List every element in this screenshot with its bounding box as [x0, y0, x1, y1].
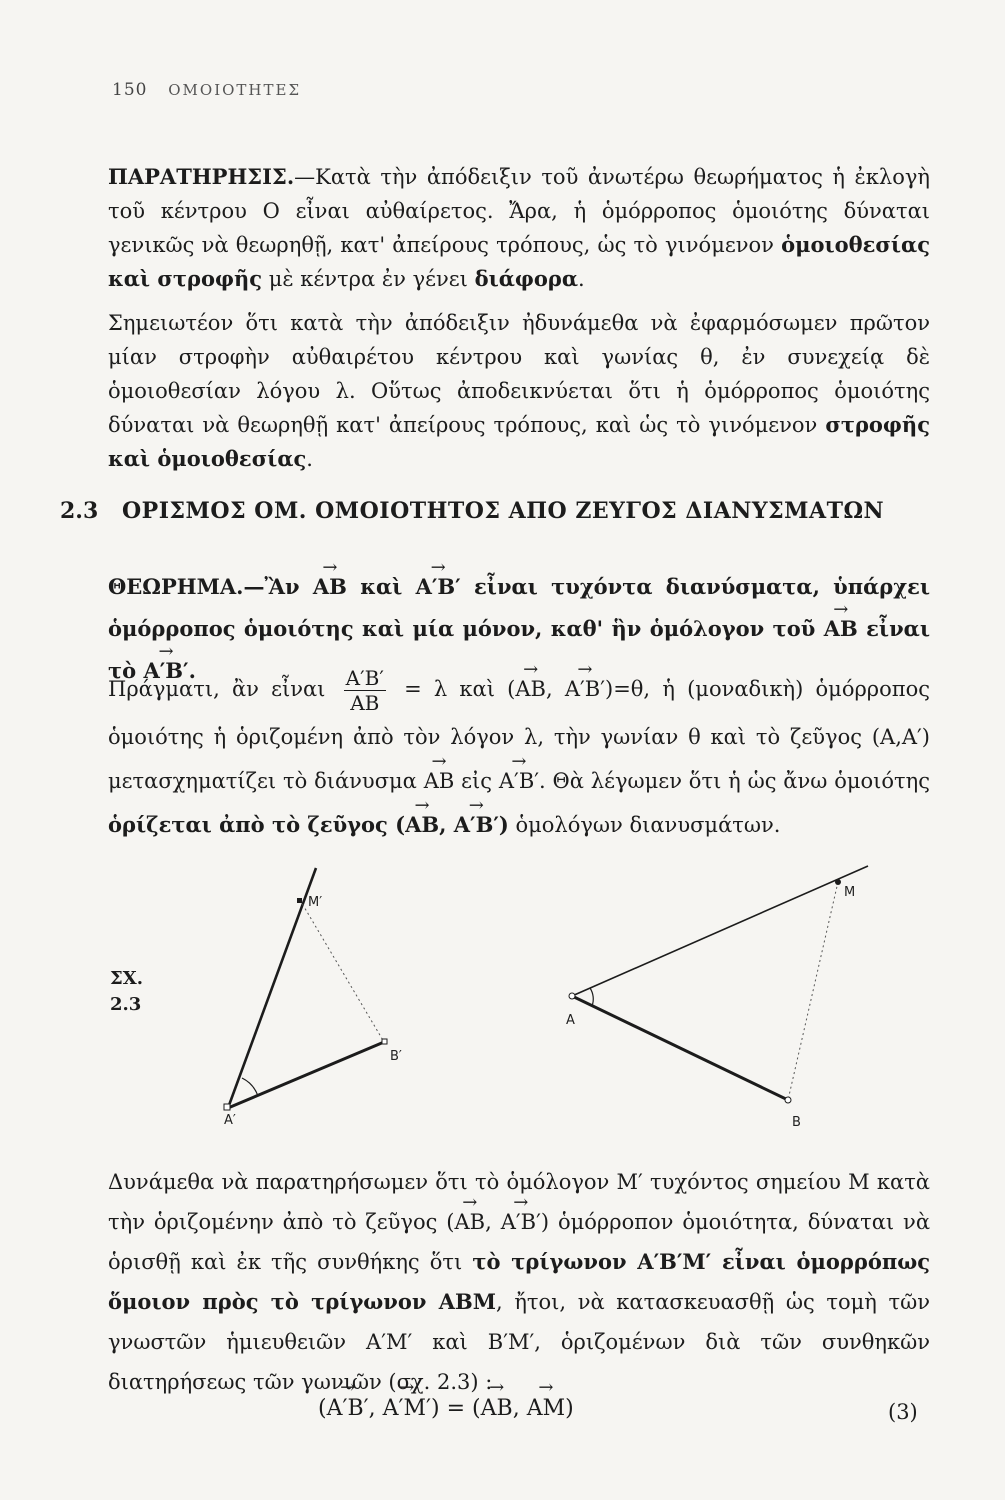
- vector-ab: → AB: [313, 566, 347, 608]
- point-m-prime: [297, 898, 302, 903]
- fraction-numerator: A′B′: [345, 666, 384, 690]
- formula-close: ): [565, 1396, 574, 1421]
- label-b: B: [792, 1115, 801, 1130]
- vector-ab: → AB: [405, 803, 439, 847]
- vector-ab: → AB: [424, 759, 455, 803]
- final-text-1: Δυνάμεθα νὰ παρατηρήσωμεν ὅτι τὸ ὁμόλογον M′ τυχόντος σημείου M κατὰ τὴν ὁριζομένην ἀπὸ τὸ ζεῦγος (: [108, 1170, 930, 1234]
- point-m: [835, 879, 841, 885]
- ray-am: [572, 866, 868, 996]
- vector-a-prime-b-prime: → A′B′: [327, 1396, 369, 1421]
- theorem-text-5: .: [188, 658, 196, 683]
- vector-a-prime-b-prime: → A′B′: [499, 759, 539, 803]
- formula-open-1: (: [318, 1396, 327, 1421]
- label-m: M: [844, 885, 856, 900]
- proof-text-4: )=θ, ἡ (μοναδικὴ) ὁμόρροπος ὁμοιότης ἡ ὁριζομένη ἀπὸ τὸν λόγον λ, τὴν γωνίαν θ καὶ τὸ ζεῦγος (A,A′) μετασχηματίζει τὸ διάνυσμα: [108, 677, 930, 793]
- remark-text-2: μὲ κέντρα ἐν γένει: [262, 267, 475, 291]
- point-a: [569, 993, 575, 999]
- remark-text-3: .: [578, 267, 585, 291]
- segment-m-prime-b-prime: [300, 900, 384, 1042]
- vector-a-prime-b-prime: → A′B′: [565, 667, 605, 711]
- remark-bold-1: ὁμοιοθεσίας καὶ στροφῆς: [108, 232, 930, 291]
- formula-3: [318, 1396, 574, 1421]
- ray-a-prime-m-prime: [228, 868, 316, 1108]
- left-triangle: [224, 868, 402, 1128]
- final-paragraph: [108, 1162, 930, 1402]
- section-number: 2.3: [60, 498, 99, 524]
- point-b: [785, 1097, 791, 1103]
- vector-am: → AM: [527, 1396, 565, 1421]
- segment-mb: [788, 882, 838, 1100]
- proof-bold-1: ὁρίζεται ἀπὸ τὸ ζεῦγος (: [108, 812, 406, 837]
- angle-arc-a-prime: [242, 1078, 258, 1096]
- proof-text-6: . Θὰ λέγωμεν ὅτι ἡ ὡς ἄνω ὁμοιότης: [539, 769, 930, 793]
- theorem-text-3: εἶναι τυχόντα διανύσματα, ὑπάρχει ὁμόρροπος ὁμοιότης καὶ μία μόνον, καθ' ἣν ὁμόλογον τοῦ: [108, 574, 930, 641]
- label-m-prime: M′: [308, 895, 323, 910]
- final-bold-1: τὸ τρίγωνον A′B′M′ εἶναι ὁμορρόπως ὅμοιον πρὸς τὸ τρίγωνον ABM: [108, 1249, 930, 1314]
- page-number: 150: [112, 80, 148, 100]
- theorem-label: ΘΕΩΡΗΜΑ.: [108, 574, 244, 599]
- vector-ab: → AB: [824, 608, 858, 650]
- fraction-denominator: AB: [344, 690, 386, 715]
- proof-text-1: Πράγματι, ἂν εἶναι: [108, 677, 326, 701]
- theorem-text-1: —Ἂν: [243, 574, 313, 599]
- formula-comma-2: ,: [512, 1396, 527, 1421]
- point-a-prime: [224, 1104, 230, 1110]
- vector-ab: → AB: [481, 1396, 513, 1421]
- vector-a-prime-b-prime: → A′B′: [143, 650, 188, 692]
- remark-label: ΠΑΡΑΤΗΡΗΣΙΣ.: [108, 164, 295, 189]
- proof-text-5: εἰς: [454, 769, 499, 793]
- final-text-2: ,: [485, 1210, 501, 1234]
- theorem-text-4: εἶναι τὸ: [108, 616, 930, 683]
- label-b-prime: B′: [390, 1049, 402, 1064]
- label-a: A: [566, 1013, 575, 1028]
- formula-equals: ) = (: [431, 1396, 481, 1421]
- vector-a-prime-b-prime: → A′B′: [454, 803, 499, 847]
- segment-ab: [572, 996, 788, 1100]
- segment-a-prime-b-prime: [228, 1042, 384, 1108]
- note-text-1: Σημειωτέον ὅτι κατὰ τὴν ἀπόδειξιν ἠδυνάμεθα νὰ ἐφαρμόσωμεν πρῶτον μίαν στροφὴν αὐθαιρέτου κέντρου καὶ γωνίας θ, ἐν συνεχείᾳ δὲ ὁμοιοθεσίαν λόγου λ. Οὕτως ἀποδεικνύεται ὅτι ἡ ὁμόρροπος ὁμοιότης δύναται νὰ θεωρηθῇ κατ' ἀπείρους τρόπους, καὶ ὡς τὸ γινόμενον: [108, 311, 930, 437]
- proof-text-3: ,: [545, 677, 565, 701]
- right-triangle: [566, 866, 868, 1130]
- section-title: ΟΡΙΣΜΟΣ ΟΜ. ΟΜΟΙΟΤΗΤΟΣ ΑΠΟ ΖΕΥΓΟΣ ΔΙΑΝΥΣΜΑΤΩΝ: [122, 498, 885, 524]
- formula-comma-1: ,: [368, 1396, 383, 1421]
- vector-ab: → AB: [515, 667, 546, 711]
- figure-label-prefix: ΣΧ.: [110, 968, 143, 989]
- equation-number: (3): [888, 1400, 918, 1424]
- note-text-2: .: [306, 447, 313, 471]
- proof-text-7: ὁμολόγων διανυσμάτων.: [508, 813, 781, 837]
- proof-text-2: = λ καὶ (: [391, 677, 516, 701]
- final-text-4: , ἤτοι, νὰ κατασκευασθῇ ὡς τομὴ τῶν γνωστῶν ἡμιευθειῶν A′M′ καὶ B′M′, ὁριζομένων διὰ τῶν συνθηκῶν διατηρήσεως τῶν γωνιῶν (σχ. 2.3) :: [108, 1290, 931, 1394]
- remark-bold-2: διάφορα: [474, 266, 579, 291]
- remark-text-1: —Κατὰ τὴν ἀπόδειξιν τοῦ ἀνωτέρω θεωρήματος ἡ ἐκλογὴ τοῦ κέντρου Ο εἶναι αὐθαίρετος. Ἄρα, ἡ ὁμόρροπος ὁμοιότης δύναται γενικῶς νὰ θεωρηθῇ, κατ' ἀπείρους τρόπους, ὡς τὸ γινόμενον: [108, 165, 930, 257]
- label-a-prime: A′: [224, 1113, 236, 1128]
- vector-ab: → AB: [455, 1202, 486, 1242]
- note-bold-1: στροφῆς καὶ ὁμοιοθεσίας: [108, 412, 930, 471]
- proof-bold-3: ): [498, 812, 509, 837]
- vector-a-prime-m-prime: → A′M′: [383, 1396, 431, 1421]
- proof-bold-2: ,: [439, 812, 454, 837]
- theorem-text-2: καὶ: [346, 574, 416, 599]
- final-text-3: ) ὁμόρροπον ὁμοιότητα, δύναται νὰ ὁρισθῇ καὶ ἐκ τῆς συνθήκης ὅτι: [108, 1210, 930, 1274]
- figure-label-number: 2.3: [110, 994, 142, 1015]
- vector-a-prime-b-prime: → A′B′: [416, 566, 461, 608]
- running-title: ΟΜΟΙΟΤΗΤΕΣ: [168, 81, 302, 99]
- point-b-prime: [382, 1039, 387, 1044]
- vector-a-prime-b-prime: → A′B′: [501, 1202, 541, 1242]
